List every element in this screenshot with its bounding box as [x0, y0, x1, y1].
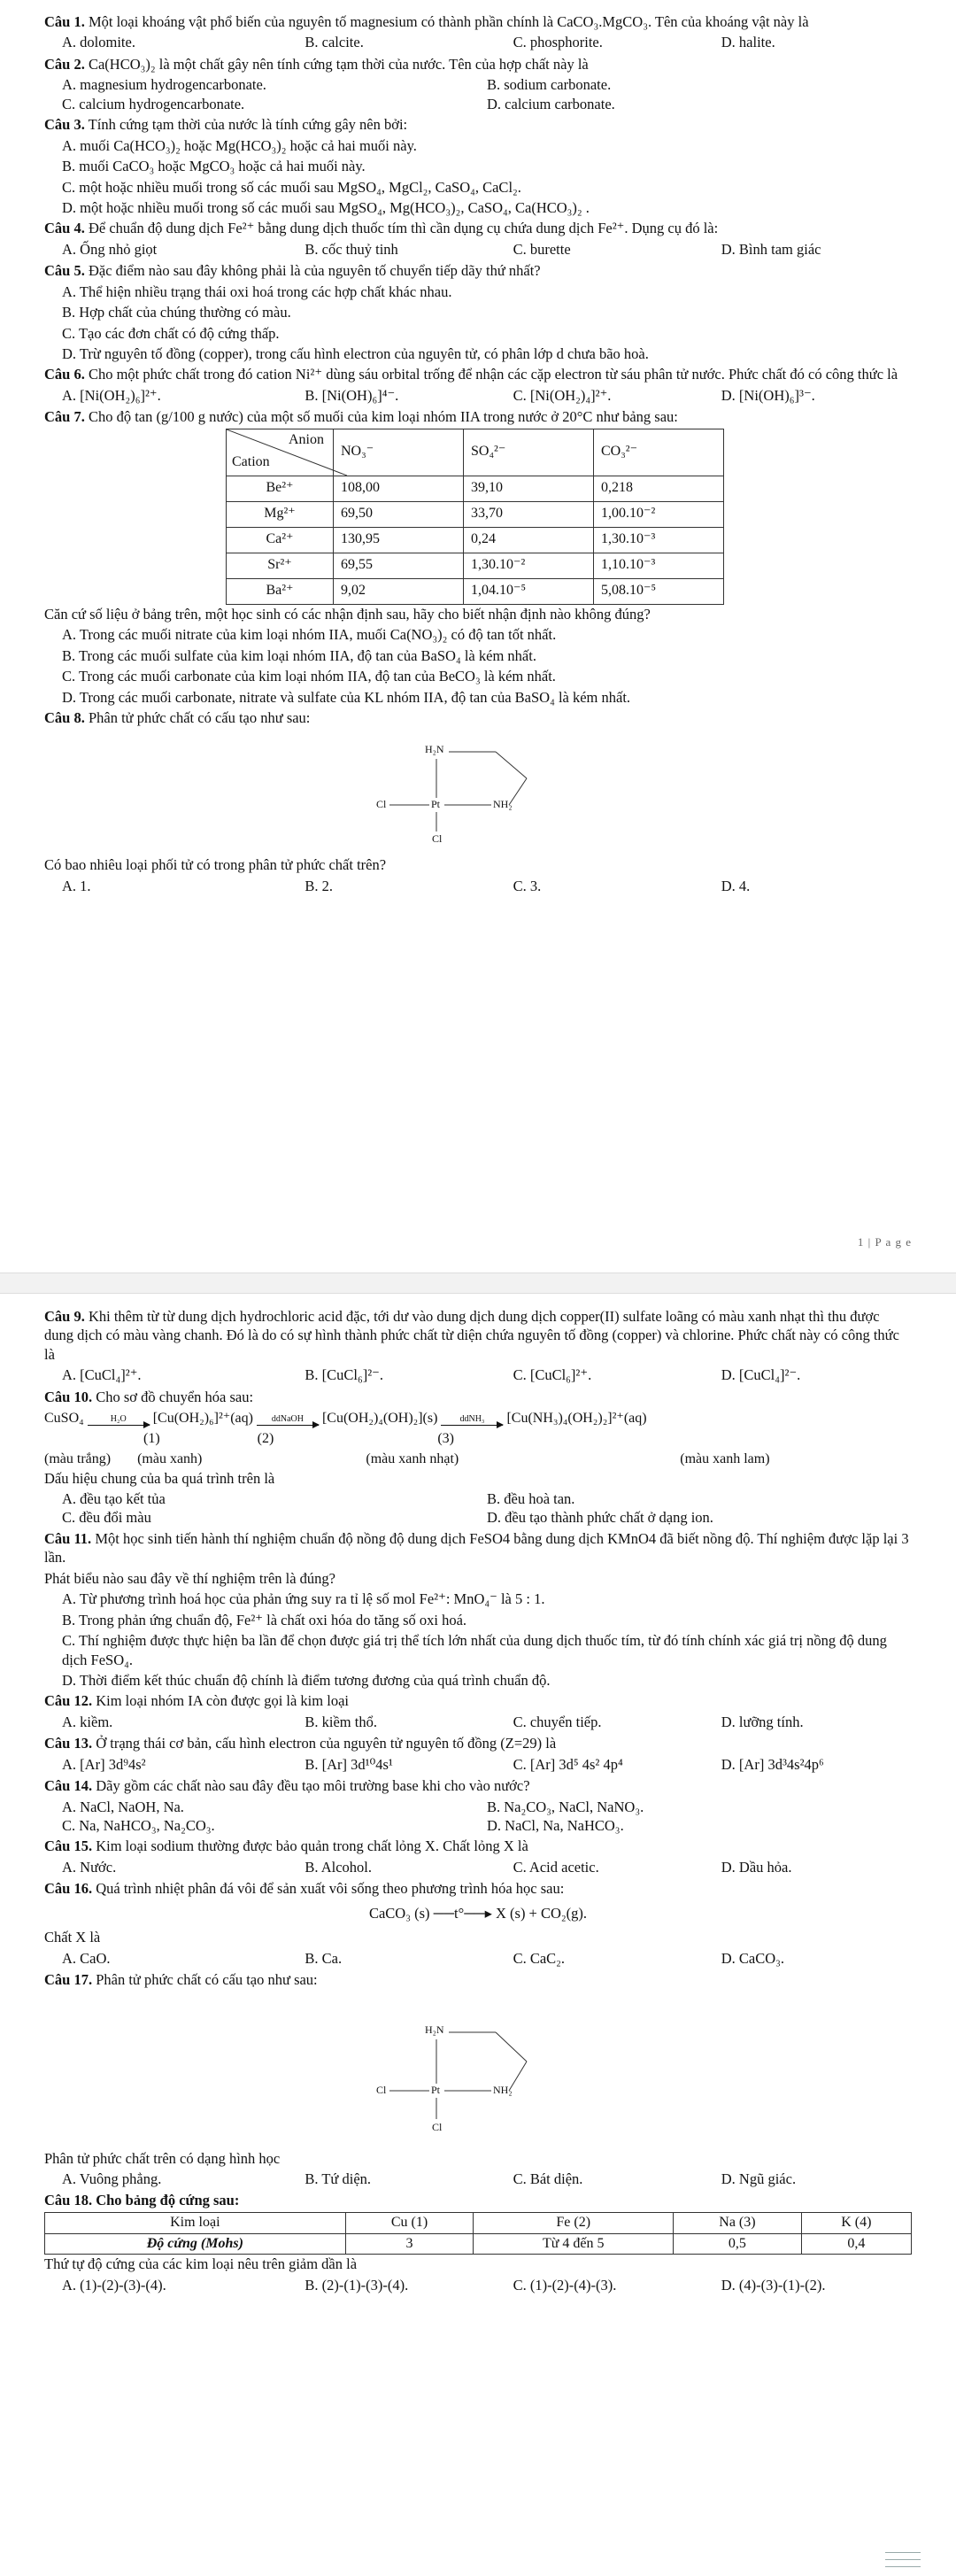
q-label: Câu 12.: [44, 1692, 93, 1710]
option-b[interactable]: B. cốc thuỷ tinh: [305, 240, 398, 258]
option-a[interactable]: A. Từ phương trình hoá học của phản ứng suy ra tỉ lệ số mol Fe²⁺: MnO₄⁻ là 5 : 1.: [62, 1590, 545, 1608]
question-8: [44, 708, 912, 727]
question-13: [44, 1734, 912, 1752]
option-c[interactable]: C. (1)-(2)-(4)-(3).: [513, 2276, 617, 2294]
table-cell: Ca²⁺: [227, 527, 334, 553]
species-3: [Cu(NH₃)₄(OH₂)₂]²⁺(aq): [506, 1411, 647, 1427]
option-d[interactable]: D. [CuCl₄]²⁻.: [721, 1366, 801, 1384]
option-c[interactable]: C. đều đổi màu: [62, 1509, 151, 1527]
q-text: Ở trạng thái cơ bản, cấu hình electron của nguyên tử nguyên tố đồng (Z=29) là: [96, 1735, 557, 1752]
option-a[interactable]: A. (1)-(2)-(3)-(4).: [62, 2276, 166, 2294]
options-12: [44, 1713, 912, 1731]
option-c[interactable]: C. Thí nghiệm được thực hiện ba lần để chọn được giá trị thể tích lớn nhất của dung dịch thuốc tím, từ đó tính chính xác giá trị nồng độ dung dịch FeSO₄.: [62, 1632, 887, 1668]
question-12: [44, 1691, 912, 1710]
color-2: (màu xanh nhạt): [366, 1450, 459, 1466]
option-a[interactable]: A. magnesium hydrogencarbonate.: [62, 76, 266, 94]
option-b[interactable]: B. Trong các muối sulfate của kim loại nhóm IIA, độ tan của BaSO₄ là kém nhất.: [62, 646, 536, 664]
table-cell: Sr²⁺: [227, 553, 334, 578]
table-cell: 69,55: [334, 553, 464, 578]
nh2-label: H₂N: [425, 743, 444, 756]
option-d[interactable]: D. halite.: [721, 34, 775, 51]
table-header: CO₃²⁻: [594, 429, 724, 476]
option-c[interactable]: C. phosphorite.: [513, 34, 603, 51]
question-3: [44, 115, 912, 134]
q-text: Khi thêm từ từ dung dịch hydrochloric acid đặc, tới dư vào dung dịch dung dịch copper(II) sulfate loãng có màu xanh nhạt thì thu được dung dịch có màu vàng chanh. Đó là do có sự hình thành phức chất từ diện chứa nguyên tố đồng (copper) và chlorine. Phức chất này có công thức là: [44, 1308, 899, 1363]
cl-label: Cl: [376, 2083, 387, 2096]
q-label: Câu 18.: [44, 2192, 93, 2209]
table-cell: Độ cứng (Mohs): [45, 2233, 346, 2255]
q-stem: Thứ tự độ cứng của các kim loại nêu trên giảm dần là: [44, 2255, 358, 2273]
question-16: [44, 1879, 912, 1898]
options-15: [44, 1858, 912, 1876]
option-a[interactable]: A. dolomite.: [62, 34, 135, 51]
color-3: (màu xanh lam): [680, 1450, 770, 1466]
question-18: [44, 2191, 912, 2209]
option-b[interactable]: B. [Ar] 3d¹⁰4s¹: [305, 1755, 393, 1773]
q-stem: Căn cứ số liệu ở bảng trên, một học sinh có các nhận định sau, hãy cho biết nhận định nào không đúng?: [44, 605, 651, 623]
q-label: Câu 9.: [44, 1308, 85, 1325]
step-numbers: [44, 1430, 912, 1449]
option-c[interactable]: C. Acid acetic.: [513, 1858, 599, 1876]
option-a[interactable]: A. NaCl, NaOH, Na.: [62, 1798, 184, 1815]
q-label: Câu 10.: [44, 1388, 93, 1405]
option-c[interactable]: C. một hoặc nhiều muối trong số các muối sau MgSO₄, MgCl₂, CaSO₄, CaCl₂.: [62, 178, 521, 196]
table-header: SO₄²⁻: [464, 429, 594, 476]
table-header: NO₃⁻: [334, 429, 464, 476]
q-stem: Có bao nhiêu loại phối tử có trong phân tử phức chất trên?: [44, 856, 387, 874]
option-b[interactable]: B. 2.: [305, 877, 334, 894]
option-a[interactable]: A. Nước.: [62, 1858, 117, 1876]
table-cell: 3: [345, 2233, 474, 2255]
cl-label: Cl: [376, 798, 387, 811]
table-header: Cu (1): [345, 2212, 474, 2233]
question-11: [44, 1529, 912, 1567]
option-d[interactable]: D. lưỡng tính.: [721, 1713, 804, 1730]
option-b[interactable]: B. [Ni(OH)₆]⁴⁻.: [305, 386, 399, 404]
q-text: Đặc điểm nào sau đây không phải là của nguyên tố chuyển tiếp dãy thứ nhất?: [88, 262, 541, 280]
q-label: Câu 15.: [44, 1837, 93, 1855]
q-text: Phân tử phức chất có cấu tạo như sau:: [88, 708, 311, 726]
q-text: Dãy gồm các chất nào sau đây đều tạo môi trường base khi cho vào nước?: [96, 1777, 530, 1795]
option-b[interactable]: B. Ca.: [305, 1949, 343, 1967]
color-1: (màu xanh): [137, 1450, 203, 1466]
q-stem: Chất X là: [44, 1929, 101, 1946]
table-cell: Ba²⁺: [227, 578, 334, 604]
table-cell: 1,04.10⁻⁵: [464, 578, 594, 604]
table-cell: 0,218: [594, 476, 724, 501]
q-label: Câu 17.: [44, 1971, 93, 1989]
table-row: [45, 2233, 912, 2255]
q-text: Quá trình nhiệt phân đá vôi để sản xuất vôi sống theo phương trình hóa học sau:: [96, 1880, 565, 1898]
page-2: [0, 1268, 956, 2576]
table-cell: 5,08.10⁻⁵: [594, 578, 724, 604]
q-label: Câu 14.: [44, 1777, 93, 1795]
option-c[interactable]: C. [CuCl₆]²⁺.: [513, 1366, 592, 1384]
option-c[interactable]: C. Na, NaHCO₃, Na₂CO₃.: [62, 1817, 215, 1835]
option-a[interactable]: A. kiềm.: [62, 1713, 113, 1730]
q-text: Cho sơ đồ chuyển hóa sau:: [96, 1388, 254, 1405]
options-13: [44, 1755, 912, 1774]
question-4: [44, 219, 912, 237]
pt-label: Pt: [431, 798, 441, 811]
option-d[interactable]: D. (4)-(3)-(1)-(2).: [721, 2276, 826, 2294]
table-header: Fe (2): [474, 2212, 674, 2233]
option-c[interactable]: C. CaC₂.: [513, 1949, 566, 1967]
option-b[interactable]: B. Alcohol.: [305, 1858, 373, 1876]
option-d[interactable]: D. Trong các muối carbonate, nitrate và sulfate của KL nhóm IIA, độ tan của BaSO₄ là kém nhất.: [62, 688, 631, 706]
q-label: Câu 4.: [44, 220, 85, 237]
q-stem: Phân tử phức chất trên có dạng hình học: [44, 2149, 281, 2167]
option-b[interactable]: B. calcite.: [305, 34, 364, 51]
option-a[interactable]: A. 1.: [62, 877, 91, 894]
question-9: [44, 1307, 912, 1364]
option-d[interactable]: D. NaCl, Na, NaHCO₃.: [487, 1817, 624, 1835]
option-d[interactable]: D. [Ar] 3d³4s²4p⁶: [721, 1755, 824, 1773]
option-d[interactable]: D. Ngũ giác.: [721, 2170, 797, 2187]
question-15: [44, 1837, 912, 1855]
q-label: Câu 2.: [44, 55, 85, 73]
page-1-content: [44, 12, 912, 898]
molecule-diagram: [44, 732, 912, 852]
option-c[interactable]: C. Tạo các đơn chất có độ cứng thấp.: [62, 324, 280, 342]
question-2: [44, 55, 912, 73]
q-label: Câu 3.: [44, 116, 85, 134]
q-text: Kim loại nhóm IA còn được gọi là kim loại: [96, 1692, 349, 1710]
species-0: CuSO₄: [44, 1411, 84, 1427]
menu-icon[interactable]: [885, 2546, 921, 2573]
table-cell: 0,4: [801, 2233, 911, 2255]
q-text: Một học sinh tiến hành thí nghiệm chuẩn độ nồng độ dung dịch FeSO4 bằng dung dịch KMnO4 đã biết nồng độ. Thí nghiệm được lặp lại 3 lần.: [44, 1529, 909, 1566]
option-a[interactable]: A. [CuCl₄]²⁺.: [62, 1366, 142, 1384]
arrow-1: [88, 1413, 150, 1426]
table-row: [227, 527, 724, 553]
table-header: K (4): [801, 2212, 911, 2233]
option-a[interactable]: A. Vuông phẳng.: [62, 2170, 162, 2187]
reagent-label: H₂O: [110, 1413, 127, 1424]
options-10: [44, 1489, 912, 1528]
table-row: [227, 578, 724, 604]
option-c[interactable]: C. 3.: [513, 877, 542, 894]
option-c[interactable]: C. chuyển tiếp.: [513, 1713, 602, 1730]
options-8: [44, 877, 912, 895]
option-c[interactable]: C. Bát diện.: [513, 2170, 583, 2187]
option-c[interactable]: C. Trong các muối carbonate của kim loại nhóm IIA, độ tan của BeCO₃ là kém nhất.: [62, 668, 556, 685]
q-text: Cho bảng độ cứng sau:: [96, 2192, 240, 2209]
option-c[interactable]: C. [Ni(OH₂)₄]²⁺.: [513, 386, 612, 404]
reaction-scheme: [44, 1410, 912, 1428]
question-5: [44, 261, 912, 280]
q-stem: Dấu hiệu chung của ba quá trình trên là: [44, 1469, 275, 1487]
q-label: Câu 11.: [44, 1529, 92, 1547]
options-2: [44, 75, 912, 113]
options-9: [44, 1365, 912, 1384]
option-b[interactable]: B. Na₂CO₃, NaCl, NaNO₃.: [487, 1798, 644, 1815]
table-header-row: [45, 2212, 912, 2233]
page-1: [0, 0, 956, 1268]
option-b[interactable]: B. muối CaCO₃ hoặc MgCO₃ hoặc cả hai muối này.: [62, 158, 366, 175]
table-cell: 33,70: [464, 501, 594, 527]
table-header: Na (3): [674, 2212, 802, 2233]
question-6: [44, 365, 912, 383]
q-label: Câu 16.: [44, 1880, 93, 1898]
table-header-row: [227, 429, 724, 476]
color-labels: [44, 1450, 912, 1469]
q-text: Kim loại sodium thường được bảo quản trong chất lỏng X. Chất lỏng X là: [96, 1837, 528, 1855]
q-label: Câu 6.: [44, 366, 85, 383]
reagent-label: ddNH₃: [459, 1413, 485, 1424]
table-cell: Từ 4 đến 5: [474, 2233, 674, 2255]
table-cell: 9,02: [334, 578, 464, 604]
question-17: [44, 1970, 912, 1989]
hardness-table: [44, 2212, 912, 2255]
complex-structure: [44, 732, 912, 852]
q-label: Câu 5.: [44, 262, 85, 280]
table-cell: 1,00.10⁻²: [594, 501, 724, 527]
q-text: Cho một phức chất trong đó cation Ni²⁺ dùng sáu orbital trống để nhận các cặp electron từ sáu phân tử nước. Phức chất đó có công thức là: [88, 366, 898, 383]
table-cell: 39,10: [464, 476, 594, 501]
q-label: Câu 8.: [44, 708, 85, 726]
options-4: [44, 240, 912, 259]
q-text: Phân tử phức chất có cấu tạo như sau:: [96, 1971, 318, 1989]
options-6: [44, 386, 912, 405]
table-cell: 1,10.10⁻³: [594, 553, 724, 578]
option-b[interactable]: B. sodium carbonate.: [487, 76, 612, 94]
option-a[interactable]: A. Trong các muối nitrate của kim loại nhóm IIA, muối Ca(NO₃)₂ có độ tan tốt nhất.: [62, 626, 557, 644]
table-row: [227, 501, 724, 527]
option-a[interactable]: A. CaO.: [62, 1949, 111, 1967]
q-stem: Phát biểu nào sau đây về thí nghiệm trên là đúng?: [44, 1569, 336, 1587]
species-2: [Cu(OH₂)₄(OH)₂](s): [321, 1411, 438, 1427]
table-cell: 69,50: [334, 501, 464, 527]
option-b[interactable]: B. đều hoà tan.: [487, 1490, 575, 1508]
step-2: (2): [257, 1430, 274, 1446]
table-header: Kim loại: [45, 2212, 346, 2233]
table-row: [227, 553, 724, 578]
table-row: [227, 476, 724, 501]
option-a[interactable]: A. [Ar] 3d⁹4s²: [62, 1755, 146, 1773]
table-cell: 1,30.10⁻²: [464, 553, 594, 578]
question-14: [44, 1776, 912, 1795]
q-text: Một loại khoáng vật phổ biến của nguyên tố magnesium có thành phần chính là CaCO₃.MgCO₃. Tên của khoáng vật này là: [88, 13, 809, 30]
table-cell: Mg²⁺: [227, 501, 334, 527]
page-number: 1 | P a g e: [857, 1235, 912, 1249]
option-d[interactable]: D. Bình tam giác: [721, 240, 821, 258]
options-17: [44, 2170, 912, 2188]
question-7: [44, 407, 912, 426]
q-text: Ca(HCO₃)₂ là một chất gây nên tính cứng tạm thời của nước. Tên của hợp chất này là: [88, 55, 589, 73]
q-label: Câu 13.: [44, 1735, 93, 1752]
table-cell: 108,00: [334, 476, 464, 501]
nh2-label: NH₂: [493, 798, 513, 811]
solubility-table: [226, 429, 724, 605]
option-d[interactable]: D. calcium carbonate.: [487, 95, 615, 112]
step-1: (1): [143, 1430, 160, 1446]
step-3: (3): [437, 1430, 454, 1446]
option-c[interactable]: C. burette: [513, 240, 571, 258]
option-a[interactable]: A. [Ni(OH₂)₆]²⁺.: [62, 386, 161, 404]
option-d[interactable]: D. một hoặc nhiều muối trong số các muối sau MgSO₄, Mg(HCO₃)₂, CaSO₄, Ca(HCO₃)₂ .: [62, 198, 590, 216]
reagent-label: ddNaOH: [271, 1413, 304, 1424]
nh2-label: NH₂: [493, 2083, 513, 2096]
option-d[interactable]: D. đều tạo thành phức chất ở dạng ion.: [487, 1509, 713, 1527]
option-d[interactable]: D. Dầu hỏa.: [721, 1858, 792, 1876]
q-text: Để chuẩn độ dung dịch Fe²⁺ bằng dung dịch thuốc tím thì cần dụng cụ chứa dung dịch Fe²⁺. Dụng cụ đó là:: [88, 220, 719, 237]
q-label: Câu 7.: [44, 408, 85, 426]
option-d[interactable]: D. 4.: [721, 877, 751, 894]
arrow-2: [257, 1413, 319, 1426]
table-cell: 0,24: [464, 527, 594, 553]
options-16: [44, 1949, 912, 1968]
options-18: [44, 2276, 912, 2294]
option-d[interactable]: D. Thời điểm kết thúc chuẩn độ chính là điểm tương đương của quá trình chuẩn độ.: [62, 1671, 551, 1689]
anion-label: Anion: [289, 431, 324, 447]
option-a[interactable]: A. đều tạo kết tủa: [62, 1490, 166, 1508]
option-a[interactable]: A. muối Ca(HCO₃)₂ hoặc Mg(HCO₃)₂ hoặc cả hai muối này.: [62, 136, 417, 154]
options-1: [44, 33, 912, 51]
cl-label: Cl: [432, 832, 443, 846]
option-b[interactable]: B. Tứ diện.: [305, 2170, 372, 2187]
option-b[interactable]: B. (2)-(1)-(3)-(4).: [305, 2276, 409, 2294]
molecule-diagram: [44, 1995, 912, 2146]
species-1: [Cu(OH₂)₆]²⁺(aq): [152, 1411, 253, 1427]
question-1: [44, 12, 912, 31]
nh2-label: H₂N: [425, 2023, 444, 2036]
option-c[interactable]: C. [Ar] 3d⁵ 4s² 4p⁴: [513, 1755, 623, 1773]
equation: CaCO₃ (s) ──t°──▸ X (s) + CO₂(g).: [368, 1904, 588, 1922]
corner-cell: [227, 429, 334, 476]
option-d[interactable]: D. CaCO₃.: [721, 1949, 785, 1967]
q-label: Câu 1.: [44, 13, 85, 30]
cl-label: Cl: [432, 2120, 443, 2133]
option-b[interactable]: B. Hợp chất của chúng thường có màu.: [62, 304, 291, 321]
table-cell: 1,30.10⁻³: [594, 527, 724, 553]
option-b[interactable]: B. Trong phản ứng chuẩn độ, Fe²⁺ là chất oxi hóa do tăng số oxi hoá.: [62, 1611, 467, 1628]
option-d[interactable]: D. Trừ nguyên tố đồng (copper), trong cấu hình electron của nguyên tử, có phân lớp d chưa bão hoà.: [62, 345, 649, 362]
table-cell: 0,5: [674, 2233, 802, 2255]
option-b[interactable]: B. kiềm thổ.: [305, 1713, 377, 1730]
arrow-3: [441, 1413, 503, 1426]
q-text: Cho độ tan (g/100 g nước) của một số muối của kim loại nhóm IIA trong nước ở 20°C như bảng sau:: [88, 408, 678, 426]
pt-label: Pt: [431, 2083, 441, 2096]
option-a[interactable]: A. Ống nhỏ giọt: [62, 240, 158, 258]
option-a[interactable]: A. Thể hiện nhiều trạng thái oxi hoá trong các hợp chất khác nhau.: [62, 282, 452, 300]
table-cell: Be²⁺: [227, 476, 334, 501]
option-d[interactable]: D. [Ni(OH)₆]³⁻.: [721, 386, 815, 404]
color-0: (màu trắng): [44, 1450, 112, 1466]
cation-label: Cation: [232, 453, 270, 469]
option-c[interactable]: C. calcium hydrogencarbonate.: [62, 95, 245, 112]
complex-structure: [44, 1995, 912, 2146]
table-cell: 130,95: [334, 527, 464, 553]
q-text: Tính cứng tạm thời của nước là tính cứng gây nên bởi:: [88, 116, 408, 134]
question-10: [44, 1388, 912, 1406]
options-14: [44, 1798, 912, 1836]
option-b[interactable]: B. [CuCl₆]²⁻.: [305, 1366, 384, 1384]
page-2-content: [44, 1307, 912, 2297]
